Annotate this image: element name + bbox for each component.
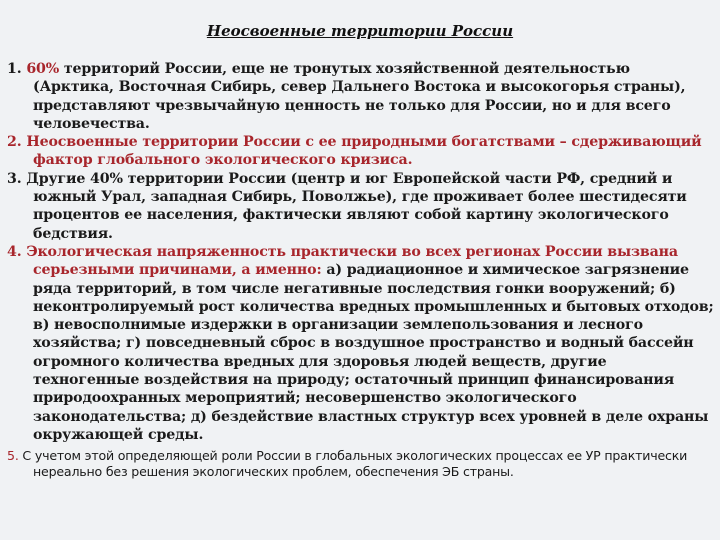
item-number: 1. xyxy=(7,61,22,77)
paragraph-5 xyxy=(7,448,714,479)
item-number: 3. xyxy=(7,170,22,187)
paragraph-4 xyxy=(7,243,714,444)
item-number: 4. xyxy=(7,243,22,260)
slide-title: Неосвоенные территории России xyxy=(206,22,514,40)
item-number: 5. xyxy=(7,448,19,464)
item-number: 2. xyxy=(7,134,22,151)
item-text: С учетом этой определяющей роли России в глобальных экологических процессах ее УР практически нереально без решения экологических проблем, обеспечения ЭБ страны. xyxy=(18,448,688,479)
item-lead-highlight: 60% xyxy=(26,61,60,77)
item-lead-highlight: Неосвоенные территории России с ее природными богатствами – сдерживающий фактор глобального экологического кризиса. xyxy=(26,134,702,169)
slide-body xyxy=(7,60,714,479)
item-text: а) радиационное и химическое загрязнение ряда территорий, в том числе негативные последствия гонки вооружений; б) неконтролируемый рост количества вредных промышленных и бытовых отходов; в) невосполнимые издержки в организации землепользования и лесного хозяйства; г) повседневный сброс в воздушное пространство и водный бассейн огромного количества вредных для здоровья людей веществ, другие техногенные воздействия на природу; остаточный принцип финансирования природоохранных мероприятий; несовершенство экологического законодательства; д) бездействие властных структур всех уровней в деле охраны окружающей среды. xyxy=(33,262,714,443)
paragraph-3 xyxy=(7,170,714,243)
paragraph-2 xyxy=(7,133,714,170)
paragraph-1 xyxy=(7,60,714,133)
item-text: Другие 40% территории России (центр и юг Европейской части РФ, средний и южный Урал, западная Сибирь, Поволжье), где проживает более шестидесяти процентов ее населения, фактически являют собой картину экологического бедствия. xyxy=(21,170,687,242)
item-lead-highlight: Экологическая напряженность практически во всех регионах России вызвана серьезными причинами, а именно: xyxy=(26,243,678,279)
item-text: территорий России, еще не тронутых хозяйственной деятельностью (Арктика, Восточная Сибирь, север Дальнего Востока и высокогорья страны), представляют чрезвычайную ценность не только для России, но и для всего человечества. xyxy=(33,61,686,132)
